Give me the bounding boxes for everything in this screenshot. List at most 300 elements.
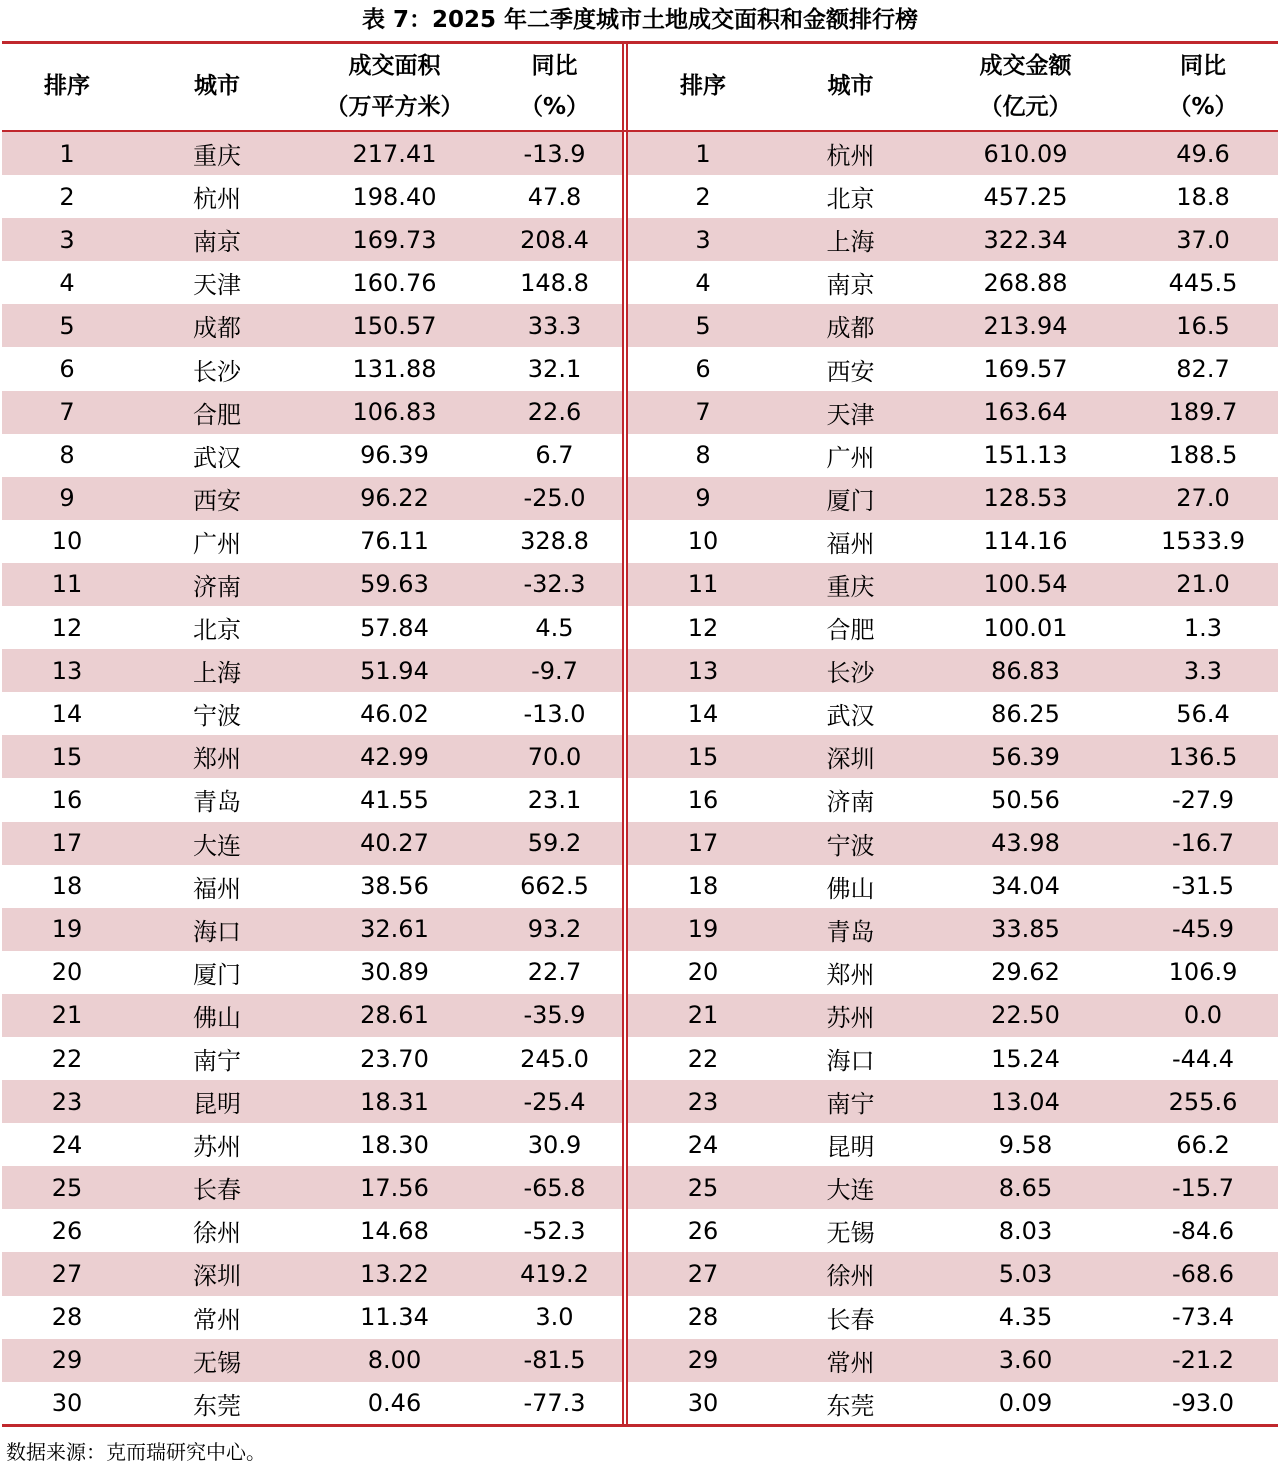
- city-cell: 重庆: [193, 142, 241, 171]
- city-cell: 佛山: [193, 1003, 241, 1032]
- yoy-cell: 16.5: [1176, 311, 1230, 340]
- amount-table-header: [628, 44, 1278, 130]
- city-cell: 厦门: [193, 960, 241, 989]
- rank-cell: 30: [51, 1389, 83, 1418]
- city-cell: 合肥: [826, 616, 875, 645]
- header-rank: 排序: [44, 73, 90, 100]
- value-cell: 322.34: [983, 225, 1068, 254]
- rank-cell: 20: [51, 958, 83, 987]
- table-row: [628, 347, 1278, 390]
- yoy-cell: -16.7: [1171, 829, 1235, 858]
- city-cell: 杭州: [193, 185, 241, 214]
- city-cell: 佛山: [826, 874, 875, 903]
- table-row: [2, 1080, 622, 1123]
- rank-cell: 21: [687, 1001, 719, 1030]
- rank-cell: 18: [51, 872, 83, 901]
- value-cell: 457.25: [983, 182, 1068, 211]
- yoy-cell: 37.0: [1176, 225, 1230, 254]
- table-row: [2, 649, 622, 692]
- yoy-cell: 22.7: [527, 958, 582, 987]
- table-row: [2, 563, 622, 606]
- value-cell: 0.09: [998, 1389, 1053, 1418]
- city-cell: 深圳: [826, 745, 875, 774]
- table-row: [628, 1296, 1278, 1339]
- rank-cell: 19: [51, 915, 83, 944]
- value-cell: 33.85: [991, 915, 1060, 944]
- rank-cell: 9: [59, 484, 75, 513]
- rank-cell: 13: [51, 656, 83, 685]
- city-cell: 重庆: [826, 572, 875, 601]
- city-cell: 合肥: [193, 400, 241, 429]
- value-cell: 169.73: [352, 225, 437, 254]
- rank-cell: 4: [59, 268, 75, 297]
- value-cell: 151.13: [983, 441, 1068, 470]
- rank-cell: 24: [51, 1130, 83, 1159]
- header-yoy-label: 同比: [531, 52, 578, 79]
- rank-cell: 16: [687, 785, 719, 814]
- yoy-cell: 445.5: [1168, 268, 1238, 297]
- yoy-cell: -44.4: [1171, 1044, 1235, 1073]
- rank-cell: 25: [687, 1173, 719, 1202]
- rank-cell: 18: [687, 872, 719, 901]
- yoy-cell: 189.7: [1168, 398, 1238, 427]
- table-row: [628, 477, 1278, 520]
- value-cell: 131.88: [352, 355, 437, 384]
- city-cell: 大连: [193, 831, 241, 860]
- city-cell: 大连: [826, 1176, 875, 1205]
- rank-cell: 7: [695, 398, 711, 427]
- table-row: [628, 692, 1278, 735]
- city-cell: 南京: [826, 271, 875, 300]
- value-cell: 28.61: [360, 1001, 429, 1030]
- city-cell: 济南: [193, 572, 241, 601]
- table-row: [2, 520, 622, 563]
- city-cell: 西安: [826, 357, 875, 386]
- table-row: [2, 735, 622, 778]
- yoy-cell: 328.8: [520, 527, 589, 556]
- value-cell: 18.31: [360, 1087, 429, 1116]
- city-cell: 南宁: [826, 1090, 875, 1119]
- city-cell: 徐州: [193, 1219, 241, 1248]
- value-cell: 38.56: [360, 872, 429, 901]
- yoy-cell: -25.0: [523, 484, 586, 513]
- yoy-cell: 82.7: [1176, 355, 1230, 384]
- table-row: [2, 391, 622, 434]
- table-row: [628, 994, 1278, 1037]
- city-cell: 昆明: [826, 1133, 875, 1162]
- value-cell: 34.04: [991, 872, 1060, 901]
- header-amount-unit: （亿元）: [979, 94, 1072, 120]
- table-row: [2, 951, 622, 994]
- value-cell: 96.22: [360, 484, 429, 513]
- yoy-cell: 662.5: [520, 872, 589, 901]
- yoy-cell: 148.8: [520, 268, 589, 297]
- value-cell: 268.88: [983, 268, 1068, 297]
- yoy-cell: 136.5: [1168, 742, 1238, 771]
- area-table-body: [2, 132, 622, 1425]
- city-cell: 北京: [826, 185, 875, 214]
- value-cell: 169.57: [983, 355, 1068, 384]
- city-cell: 天津: [826, 400, 875, 429]
- yoy-cell: 66.2: [1176, 1130, 1230, 1159]
- value-cell: 41.55: [360, 785, 429, 814]
- table-row: [628, 606, 1278, 649]
- yoy-cell: -77.3: [523, 1389, 586, 1418]
- rank-cell: 8: [59, 441, 75, 470]
- value-cell: 610.09: [983, 139, 1068, 168]
- yoy-cell: 3.0: [535, 1303, 574, 1332]
- city-cell: 北京: [193, 616, 241, 645]
- table-row: [628, 1037, 1278, 1080]
- yoy-cell: -13.9: [523, 139, 586, 168]
- table-row: [628, 520, 1278, 563]
- yoy-cell: -73.4: [1171, 1303, 1235, 1332]
- city-cell: 常州: [826, 1348, 875, 1377]
- yoy-cell: 1533.9: [1161, 527, 1245, 556]
- value-cell: 100.54: [983, 570, 1068, 599]
- area-ranking-table: [2, 44, 622, 1425]
- rank-cell: 22: [687, 1044, 719, 1073]
- header-yoy-label: 同比: [1180, 52, 1226, 79]
- table-row: [2, 1037, 622, 1080]
- city-cell: 东莞: [826, 1391, 875, 1420]
- city-cell: 成都: [826, 314, 875, 343]
- table-row: [2, 1382, 622, 1425]
- yoy-cell: 56.4: [1176, 699, 1230, 728]
- value-cell: 13.22: [360, 1259, 429, 1288]
- value-cell: 100.01: [983, 613, 1068, 642]
- yoy-cell: -84.6: [1171, 1216, 1235, 1245]
- table-row: [2, 347, 622, 390]
- header-area: [302, 46, 487, 129]
- table-row: [2, 132, 622, 175]
- value-cell: 23.70: [360, 1044, 429, 1073]
- value-cell: 32.61: [360, 915, 429, 944]
- header-rank: 排序: [680, 73, 726, 100]
- value-cell: 163.64: [983, 398, 1068, 427]
- value-cell: 128.53: [983, 484, 1068, 513]
- city-cell: 福州: [193, 874, 241, 903]
- value-cell: 4.35: [998, 1303, 1053, 1332]
- city-cell: 东莞: [193, 1391, 241, 1420]
- yoy-cell: 33.3: [527, 311, 582, 340]
- table-row: [2, 477, 622, 520]
- yoy-cell: -13.0: [523, 699, 586, 728]
- rank-cell: 19: [687, 915, 719, 944]
- header-yoy-unit: （%）: [519, 94, 590, 120]
- city-cell: 无锡: [193, 1348, 241, 1377]
- value-cell: 3.60: [998, 1346, 1053, 1375]
- city-cell: 长沙: [193, 357, 241, 386]
- table-row: [628, 261, 1278, 304]
- rank-cell: 1: [695, 139, 711, 168]
- value-cell: 150.57: [352, 311, 437, 340]
- table-row: [628, 865, 1278, 908]
- yoy-cell: 47.8: [527, 182, 582, 211]
- city-cell: 南宁: [193, 1047, 241, 1076]
- rank-cell: 27: [687, 1259, 719, 1288]
- value-cell: 114.16: [983, 527, 1068, 556]
- table-row: [628, 304, 1278, 347]
- yoy-cell: -81.5: [523, 1346, 586, 1375]
- rank-cell: 10: [687, 527, 719, 556]
- value-cell: 0.46: [367, 1389, 422, 1418]
- yoy-cell: 27.0: [1176, 484, 1230, 513]
- table-row: [2, 218, 622, 261]
- city-cell: 南京: [193, 228, 241, 257]
- rank-cell: 24: [687, 1130, 719, 1159]
- value-cell: 43.98: [991, 829, 1060, 858]
- city-cell: 长春: [193, 1176, 241, 1205]
- table-row: [628, 1382, 1278, 1425]
- yoy-cell: 32.1: [527, 355, 582, 384]
- value-cell: 18.30: [360, 1130, 429, 1159]
- rank-cell: 3: [59, 225, 75, 254]
- city-cell: 福州: [826, 529, 875, 558]
- rank-cell: 20: [687, 958, 719, 987]
- value-cell: 96.39: [360, 441, 429, 470]
- city-cell: 厦门: [826, 486, 875, 515]
- yoy-cell: 106.9: [1168, 958, 1238, 987]
- table-row: [2, 1296, 622, 1339]
- value-cell: 59.63: [360, 570, 429, 599]
- rank-cell: 13: [687, 656, 719, 685]
- area-table-header: [2, 44, 622, 130]
- value-cell: 56.39: [991, 742, 1060, 771]
- rank-cell: 10: [51, 527, 83, 556]
- rank-cell: 22: [51, 1044, 83, 1073]
- table-row: [628, 1123, 1278, 1166]
- value-cell: 160.76: [352, 268, 437, 297]
- rank-cell: 26: [687, 1216, 719, 1245]
- rank-cell: 16: [51, 785, 83, 814]
- table-row: [628, 1252, 1278, 1295]
- city-cell: 杭州: [826, 142, 875, 171]
- rank-cell: 14: [687, 699, 719, 728]
- amount-table-body: [628, 132, 1278, 1425]
- yoy-cell: -15.7: [1171, 1173, 1235, 1202]
- value-cell: 9.58: [998, 1130, 1053, 1159]
- city-cell: 上海: [193, 659, 241, 688]
- value-cell: 213.94: [983, 311, 1068, 340]
- value-cell: 17.56: [360, 1173, 429, 1202]
- yoy-cell: 4.5: [535, 613, 574, 642]
- table-row: [628, 778, 1278, 821]
- value-cell: 76.11: [360, 527, 429, 556]
- table-row: [2, 908, 622, 951]
- value-cell: 198.40: [352, 182, 437, 211]
- rank-cell: 23: [687, 1087, 719, 1116]
- city-cell: 广州: [193, 529, 241, 558]
- header-area-label: 成交面积: [348, 52, 441, 79]
- yoy-cell: -65.8: [523, 1173, 586, 1202]
- rank-cell: 11: [687, 570, 719, 599]
- rank-cell: 15: [687, 742, 719, 771]
- table-row: [2, 434, 622, 477]
- table-row: [628, 649, 1278, 692]
- value-cell: 217.41: [352, 139, 437, 168]
- table-row: [2, 304, 622, 347]
- rank-cell: 23: [51, 1087, 83, 1116]
- table-row: [628, 735, 1278, 778]
- city-cell: 长春: [826, 1305, 875, 1334]
- rank-cell: 17: [687, 829, 719, 858]
- city-cell: 成都: [193, 314, 241, 343]
- city-cell: 长沙: [826, 659, 875, 688]
- value-cell: 22.50: [991, 1001, 1060, 1030]
- value-cell: 8.65: [998, 1173, 1053, 1202]
- table-row: [628, 218, 1278, 261]
- table-row: [628, 391, 1278, 434]
- yoy-cell: 0.0: [1183, 1001, 1223, 1030]
- city-cell: 昆明: [193, 1090, 241, 1119]
- yoy-cell: -21.2: [1171, 1346, 1235, 1375]
- amount-ranking-table: [628, 44, 1278, 1425]
- city-cell: 广州: [826, 443, 875, 472]
- city-cell: 青岛: [193, 788, 241, 817]
- table-row: [2, 606, 622, 649]
- header-yoy-unit: （%）: [1168, 94, 1238, 120]
- table-row: [628, 434, 1278, 477]
- yoy-cell: 188.5: [1168, 441, 1238, 470]
- yoy-cell: 1.3: [1183, 613, 1223, 642]
- rank-cell: 5: [695, 311, 711, 340]
- rank-cell: 25: [51, 1173, 83, 1202]
- table-row: [2, 175, 622, 218]
- table-row: [628, 1166, 1278, 1209]
- table-row: [628, 951, 1278, 994]
- value-cell: 15.24: [991, 1044, 1060, 1073]
- data-source-note: 数据来源：克而瑞研究中心。: [6, 1440, 266, 1464]
- table-row: [2, 1166, 622, 1209]
- yoy-cell: 208.4: [520, 225, 589, 254]
- header-amount: [923, 46, 1128, 129]
- city-cell: 上海: [826, 228, 875, 257]
- yoy-cell: 255.6: [1168, 1087, 1238, 1116]
- table-row: [628, 132, 1278, 175]
- rank-cell: 30: [687, 1389, 719, 1418]
- rank-cell: 29: [687, 1346, 719, 1375]
- rank-cell: 4: [695, 268, 711, 297]
- yoy-cell: 93.2: [527, 915, 582, 944]
- rank-cell: 2: [695, 182, 711, 211]
- table-row: [2, 822, 622, 865]
- yoy-cell: 6.7: [535, 441, 574, 470]
- value-cell: 50.56: [991, 785, 1060, 814]
- rank-cell: 12: [687, 613, 719, 642]
- header-yoy: [1128, 46, 1278, 129]
- table-title: 表 7：2025 年二季度城市土地成交面积和金额排行榜: [361, 7, 919, 33]
- yoy-cell: -9.7: [531, 656, 578, 685]
- city-cell: 海口: [826, 1047, 875, 1076]
- city-cell: 郑州: [826, 960, 875, 989]
- value-cell: 8.00: [367, 1346, 422, 1375]
- yoy-cell: -45.9: [1171, 915, 1235, 944]
- rank-cell: 28: [687, 1303, 719, 1332]
- yoy-cell: 23.1: [527, 785, 582, 814]
- city-cell: 徐州: [826, 1262, 875, 1291]
- header-yoy: [487, 46, 622, 129]
- rank-cell: 8: [695, 441, 711, 470]
- yoy-cell: 18.8: [1176, 182, 1230, 211]
- rank-cell: 2: [59, 182, 75, 211]
- rank-cell: 1: [59, 139, 75, 168]
- value-cell: 51.94: [360, 656, 429, 685]
- header-amount-label: 成交金额: [979, 52, 1072, 79]
- city-cell: 无锡: [826, 1219, 875, 1248]
- yoy-cell: 245.0: [520, 1044, 589, 1073]
- table-row: [628, 908, 1278, 951]
- rank-cell: 29: [51, 1346, 83, 1375]
- table-row: [628, 175, 1278, 218]
- city-cell: 苏州: [826, 1003, 875, 1032]
- value-cell: 106.83: [352, 398, 437, 427]
- yoy-cell: 70.0: [527, 742, 582, 771]
- table-row: [2, 1339, 622, 1382]
- table-row: [628, 822, 1278, 865]
- table-row: [2, 865, 622, 908]
- value-cell: 86.25: [991, 699, 1060, 728]
- yoy-cell: 22.6: [527, 398, 582, 427]
- city-cell: 青岛: [826, 917, 875, 946]
- rank-cell: 15: [51, 742, 83, 771]
- table-row: [2, 692, 622, 735]
- table-row: [2, 261, 622, 304]
- yoy-cell: -52.3: [523, 1216, 586, 1245]
- rank-cell: 3: [695, 225, 711, 254]
- table-row: [2, 1252, 622, 1295]
- value-cell: 5.03: [998, 1259, 1053, 1288]
- city-cell: 苏州: [193, 1133, 241, 1162]
- value-cell: 86.83: [991, 656, 1060, 685]
- value-cell: 8.03: [998, 1216, 1053, 1245]
- value-cell: 40.27: [360, 829, 429, 858]
- rank-cell: 5: [59, 311, 75, 340]
- rank-cell: 6: [59, 355, 75, 384]
- header-city: 城市: [827, 73, 874, 100]
- value-cell: 42.99: [360, 742, 429, 771]
- value-cell: 14.68: [360, 1216, 429, 1245]
- table-row: [628, 1080, 1278, 1123]
- yoy-cell: -27.9: [1171, 785, 1235, 814]
- rank-cell: 11: [51, 570, 83, 599]
- yoy-cell: 49.6: [1176, 139, 1230, 168]
- rank-cell: 9: [695, 484, 711, 513]
- yoy-cell: 59.2: [527, 829, 582, 858]
- value-cell: 11.34: [360, 1303, 429, 1332]
- value-cell: 46.02: [360, 699, 429, 728]
- rank-cell: 27: [51, 1259, 83, 1288]
- city-cell: 武汉: [826, 702, 875, 731]
- rank-cell: 26: [51, 1216, 83, 1245]
- rank-cell: 21: [51, 1001, 83, 1030]
- header-area-unit: （万平方米）: [325, 94, 464, 120]
- rank-cell: 12: [51, 613, 83, 642]
- yoy-cell: 30.9: [527, 1130, 582, 1159]
- yoy-cell: -31.5: [1171, 872, 1235, 901]
- yoy-cell: -68.6: [1171, 1259, 1235, 1288]
- table-row: [628, 1339, 1278, 1382]
- rank-cell: 17: [51, 829, 83, 858]
- value-cell: 30.89: [360, 958, 429, 987]
- city-cell: 海口: [193, 917, 241, 946]
- city-cell: 济南: [826, 788, 875, 817]
- rank-cell: 14: [51, 699, 83, 728]
- city-cell: 常州: [193, 1305, 241, 1334]
- table-row: [2, 994, 622, 1037]
- rank-cell: 28: [51, 1303, 83, 1332]
- city-cell: 郑州: [193, 745, 241, 774]
